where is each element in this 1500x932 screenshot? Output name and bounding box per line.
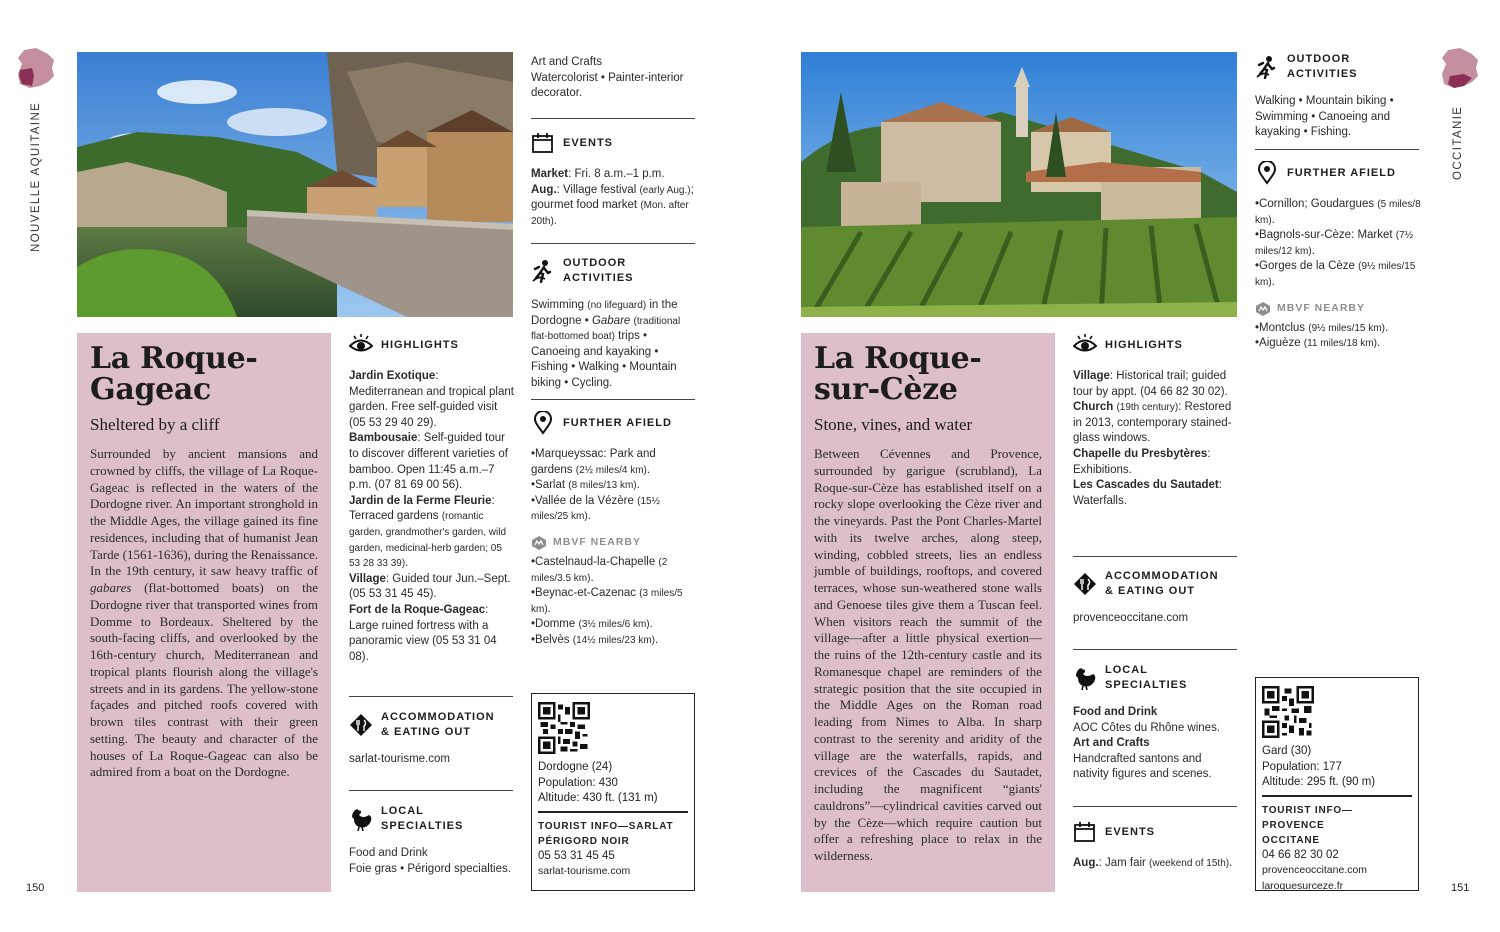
accommodation-link: provenceoccitane.com	[1073, 612, 1189, 624]
events-title: EVENTS	[563, 136, 614, 149]
outdoor-title: OUTDOOR ACTIVITIES	[1287, 53, 1358, 80]
info-altitude: Altitude: 295 ft. (90 m)	[1262, 776, 1376, 789]
middle-column	[1073, 333, 1239, 509]
afield-section	[1255, 161, 1421, 352]
accommodation-title-1: ACCOMMODATION	[1105, 570, 1219, 582]
divider	[349, 696, 513, 697]
info-dept: Dordogne (24)	[538, 761, 613, 773]
local-header	[349, 804, 515, 834]
highlights-header	[349, 333, 515, 357]
accommodation-title-1: ACCOMMODATION	[381, 711, 495, 723]
calendar-icon	[531, 131, 555, 155]
divider	[1073, 806, 1237, 807]
nearby-title: MBVF NEARBY	[1277, 301, 1366, 314]
outdoor-header	[531, 256, 697, 286]
info-box	[531, 693, 695, 891]
divider	[538, 811, 688, 813]
afield-header	[531, 411, 697, 435]
accommodation-section	[349, 710, 515, 768]
info-population: Population: 177	[1262, 760, 1342, 773]
highlights-header	[1073, 333, 1239, 357]
mbvf-logo-icon	[531, 535, 547, 551]
tourist-website: provenceoccitane.com	[1262, 864, 1368, 877]
tourist-info-line-2: PÉRIGORD NOIR	[538, 835, 630, 847]
rooster-icon	[1073, 666, 1097, 690]
local-text: Food and Drink AOC Côtes du Rhône wines. Art and Crafts Handcrafted santons and nativity figures and scenes.	[1073, 706, 1221, 781]
tourist-website-2: laroquesurceze.fr	[1262, 879, 1344, 892]
events-header	[531, 131, 697, 155]
local-title	[381, 804, 463, 834]
afield-text: •Marqueyssac: Park and gardens (2½ miles/4 km). •Sarlat (8 miles/13 km). •Vallée de la Vézère (15½ miles/25 km).	[531, 448, 660, 523]
events-section	[531, 131, 697, 229]
tourist-website: sarlat-tourisme.com	[538, 865, 631, 878]
eye-icon	[1073, 333, 1097, 357]
tourist-info-line-2: OCCITANE	[1262, 834, 1320, 846]
village-photo	[801, 52, 1237, 317]
highlights-title: HIGHLIGHTS	[1105, 338, 1183, 351]
outdoor-section	[1255, 52, 1421, 141]
info-altitude: Altitude: 430 ft. (131 m)	[538, 792, 658, 805]
tourist-phone: 05 53 31 45 45	[538, 849, 615, 862]
arts-text: Watercolorist • Painter-interior decorator.	[531, 71, 684, 100]
events-title: EVENTS	[1105, 825, 1156, 838]
accommodation-header	[349, 710, 515, 740]
events-text: Aug.: Jam fair (weekend of 15th).	[1073, 857, 1233, 869]
arts-section	[531, 55, 697, 102]
local-title	[1105, 663, 1187, 693]
rooster-icon	[349, 807, 373, 831]
info-dept: Gard (30)	[1262, 745, 1312, 757]
highlights-title: HIGHLIGHTS	[381, 338, 459, 351]
divider	[531, 118, 695, 119]
mbvf-logo-icon	[1255, 301, 1271, 317]
accommodation-section	[1073, 569, 1239, 627]
intro-box	[801, 333, 1055, 892]
hiker-icon	[531, 259, 555, 283]
tourist-phone: 04 66 82 30 02	[1262, 848, 1339, 861]
divider	[349, 790, 513, 791]
divider	[1255, 149, 1419, 150]
hiker-icon	[1255, 55, 1279, 79]
accommodation-header	[1073, 569, 1239, 599]
arts-label: Art and Crafts	[531, 56, 602, 68]
divider	[531, 243, 695, 244]
nearby-header	[531, 535, 697, 551]
accommodation-title	[1105, 569, 1219, 599]
nearby-title: MBVF NEARBY	[553, 536, 642, 549]
afield-title: FURTHER AFIELD	[563, 416, 672, 429]
accommodation-title	[381, 710, 495, 740]
tourist-info-line-1: TOURIST INFO—PROVENCE	[1262, 804, 1353, 831]
highlights-text: Jardin Exotique: Mediterranean and tropical plant garden. Free self-guided visit (05 53 29 40 29). Bambousaie: Self-guided tour to discover different varieties of bamboo. Open 11:45 a.m.–7 p.m. (07 81 69 00 56). Jardin de la Ferme Fleurie: Terraced gardens (romantic garden, grandmother's garden, wild garden, medicinal-herb garden; 05 53 28 33 39). Village: Guided tour Jun.–Sept. (05 53 31 45 45). Fort de la Roque-Gageac: Large ruined fortress with a panoramic view (05 53 31 04 08).	[349, 370, 514, 663]
divider	[531, 399, 695, 400]
local-title-1: LOCAL	[1105, 664, 1148, 676]
place-title: La Roque-Gageac	[90, 341, 258, 407]
local-title-2: SPECIALTIES	[381, 820, 464, 832]
tourist-info-title	[538, 819, 688, 849]
outdoor-text: Swimming (no lifeguard) in the Dordogne • Gabare (traditional flat-bottomed boat) trips • Canoeing and kayaking • Fishing • Walking • Mountain biking • Cycling.	[531, 299, 681, 389]
events-section	[1073, 820, 1239, 872]
local-title-1: LOCAL	[381, 805, 424, 817]
local-section	[349, 804, 515, 877]
accommodation-title-2: & EATING OUT	[1105, 585, 1196, 597]
eye-icon	[349, 333, 373, 357]
info-population: Population: 430	[538, 776, 618, 789]
place-subtitle: Stone, vines, and water	[814, 415, 973, 434]
place-subtitle: Sheltered by a cliff	[90, 415, 220, 434]
local-text: Foie gras • Périgord specialties.	[349, 862, 511, 875]
info-box	[1255, 677, 1419, 891]
page-number: 151	[1451, 882, 1470, 894]
region-label: NOUVELLE AQUITAINE	[30, 101, 42, 252]
afield-text: •Cornillon; Goudargues (5 miles/8 km). •Bagnols-sur-Cèze: Market (7½ miles/12 km). •Gorges de la Cèze (9½ miles/15 km).	[1255, 198, 1421, 288]
fork-knife-icon	[349, 713, 373, 737]
afield-title: FURTHER AFIELD	[1287, 166, 1396, 179]
nearby-header	[1255, 301, 1421, 317]
france-map-icon	[14, 46, 58, 90]
page-number: 150	[26, 882, 45, 894]
divider	[1262, 795, 1412, 797]
highlights-text: Village: Historical trail; guided tour by appt. (04 66 82 30 02). Church (19th century): Restored in 2013, contemporary stained-glass windows. Chapelle du Presbytères: Exhibitions. Les Cascades du Sautadet: Waterfalls.	[1073, 370, 1232, 507]
outdoor-header	[1255, 52, 1421, 82]
accommodation-title-2: & EATING OUT	[381, 726, 472, 738]
intro-text: Between Cévennes and Provence, surrounded by garigue (scrubland), La Roque-sur-Cèze has established itself on a rocky slope overlooking the Cèze river and the vineyards. Past the Pont Charles-Martel with its twelve arches, along steep, winding, cobbled streets, lies an endless jumble of buildings, rooftops, and covered terraces, whose sun-weathered stone walls and Genoese tiles give them a Tuscan feel. When visitors reach the summit of the village—after a little physical exertion—the ruins of the 12th-century castle and its Romanesque chapel are reminders of the strategic position that the site occupied in the Middle Ages on the Roman road leading from Nimes to Alba. In sharp contrast to the serenity and aridity of the village are the waterfalls, rapids, and crevices of the Cascades du Sautadet, including the magnificent “giants' cauldrons”—cylindrical cavities carved out by the Cèze—which require caution but offer a refreshing place to relax in the wilderness.	[814, 446, 1042, 863]
afield-header	[1255, 161, 1421, 185]
map-pin-icon	[1255, 161, 1279, 185]
accommodation-link: sarlat-tourisme.com	[349, 753, 450, 765]
map-pin-icon	[531, 411, 555, 435]
middle-column	[349, 333, 515, 665]
local-title-2: SPECIALTIES	[1105, 679, 1188, 691]
calendar-icon	[1073, 820, 1097, 844]
events-text: Market: Fri. 8 a.m.–1 p.m. Aug.: Village festival (early Aug.); gourmet food market (Mon. after 20th).	[531, 168, 694, 227]
intro-text: Surrounded by ancient mansions and crowned by cliffs, the village of La Roque-Gageac is reflected in the waters of the Dordogne river. An important stronghold in the Middle Ages, the village gained its fine residences, including that of humanist Jean Tarde (1561-1636), during the Renaissance. In the 19th century, it saw heavy traffic of gabares (flat-bottomed boats) on the Dordogne river that transported wines from Domme to Bordeaux. Sheltered by the south-facing cliffs, and overlooked by the 16th-century church, Mediterranean and tropical plants flourish along the village's streets and in its gardens. The yellow-stone façades and pitched roofs covered with brown tiles contrast with their green setting. The beauty and character of the houses of La Roque-Gageac can also be admired from a boat on the Dordogne.	[90, 446, 318, 780]
divider	[1073, 556, 1237, 557]
nearby-text: •Castelnaud-la-Chapelle (2 miles/3.5 km). •Beynac-et-Cazenac (3 miles/5 km). •Domme (3½ miles/6 km). •Belvès (14½ miles/23 km).	[531, 555, 683, 646]
qr-code-icon	[1262, 686, 1314, 738]
fork-knife-icon	[1073, 572, 1097, 596]
nearby-text: •Montclus (9½ miles/15 km). •Aiguèze (11 miles/18 km).	[1255, 321, 1389, 350]
intro-box	[77, 333, 331, 892]
region-label: OCCITANIE	[1452, 105, 1464, 180]
tourist-info-line-1: TOURIST INFO—SARLAT	[538, 820, 674, 832]
local-header	[1073, 663, 1239, 693]
afield-section	[531, 411, 697, 649]
outdoor-text: Walking • Mountain biking • Swimming • Canoeing and kayaking • Fishing.	[1255, 95, 1394, 139]
divider	[1073, 649, 1237, 650]
events-header	[1073, 820, 1239, 844]
tourist-info-title	[1262, 803, 1412, 848]
place-title: La Roque-sur-Cèze	[814, 341, 982, 407]
local-section	[1073, 663, 1239, 783]
france-map-icon	[1438, 46, 1482, 90]
outdoor-title: OUTDOOR ACTIVITIES	[563, 257, 634, 284]
qr-code-icon	[538, 702, 590, 754]
outdoor-section	[531, 256, 697, 392]
village-photo	[77, 52, 513, 317]
local-label: Food and Drink	[349, 847, 428, 859]
